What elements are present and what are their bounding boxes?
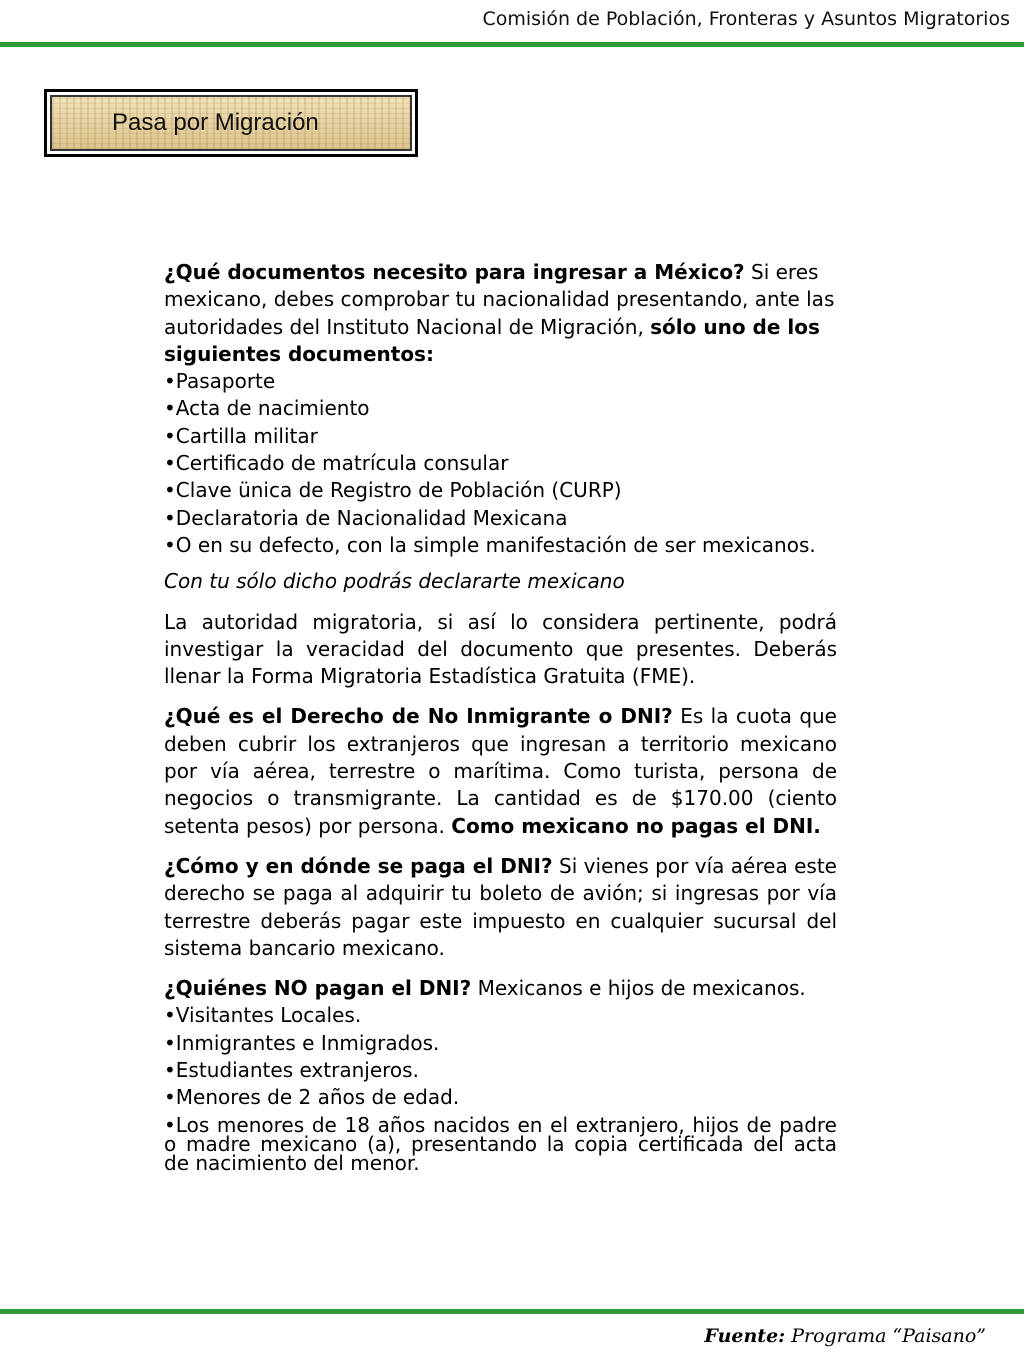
footer-divider: [0, 1309, 1024, 1314]
header-organization: Comisión de Población, Fronteras y Asuntos Migratorios: [482, 8, 1010, 30]
dni-emphasis: Como mexicano no pagas el DNI.: [451, 813, 821, 838]
list-item: •Declaratoria de Nacionalidad Mexicana: [164, 505, 568, 530]
italic-note: Con tu sólo dicho podrás declararte mexicano: [164, 569, 625, 594]
footer-label: Fuente:: [704, 1325, 786, 1347]
question-dni-payment: ¿Cómo y en dónde se paga el DNI?: [164, 853, 553, 878]
list-item: •Cartilla militar: [164, 423, 318, 448]
list-item: •Estudiantes extranjeros.: [164, 1058, 419, 1083]
dni-payment-text: Si vienes por vía aérea este derecho se paga al adquirir tu boleto de avión; si ingresas por vía terrestre deberás pagar este impuesto en cualquier sucursal del sistema bancario mexicano.: [164, 853, 837, 960]
section-dni-payment: [164, 853, 837, 962]
section-dni-definition: [164, 703, 837, 839]
list-item: •Menores de 2 años de edad.: [164, 1085, 460, 1110]
list-item: •Visitantes Locales.: [164, 1003, 362, 1028]
title-box: [44, 89, 418, 157]
question-documents: ¿Qué documentos necesito para ingresar a México?: [164, 260, 745, 284]
dni-exempt-text: Mexicanos e hijos de mexicanos.: [471, 976, 806, 1001]
section-dni-exempt: [164, 975, 837, 1002]
question-dni-exempt: ¿Quiénes NO pagan el DNI?: [164, 976, 472, 1001]
documents-intro-text: Si eres mexicano, debes comprobar tu nacionalidad presentando, ante las autoridades del Instituto Nacional de Migración,: [164, 260, 835, 339]
section-documents-intro: [164, 259, 837, 368]
footer-source: [704, 1325, 986, 1347]
header-divider: [0, 42, 1024, 47]
dni-definition-text: Es la cuota que deben cubrir los extranjeros que ingresan a territorio mexicano por vía aérea, terrestre o marítima. Como turista, persona de negocios o transmigrante. La cantidad es de $170.00 (ciento setenta pesos) por persona.: [164, 704, 837, 838]
list-item: •Los menores de 18 años nacidos en el extranjero, hijos de padre o madre mexicano (a), presentando la copia certificada del acta de nacimiento del menor.: [164, 1112, 837, 1175]
list-item: •Certificado de matrícula consular: [164, 451, 509, 476]
list-item: •Inmigrantes e Inmigrados.: [164, 1030, 440, 1055]
question-dni: ¿Qué es el Derecho de No Inmigrante o DNI?: [164, 704, 673, 729]
page-title: Pasa por Migración: [50, 95, 412, 151]
list-item: •Clave ünica de Registro de Población (CURP): [164, 478, 622, 503]
list-item: •O en su defecto, con la simple manifestación de ser mexicanos.: [164, 532, 816, 557]
authority-paragraph: La autoridad migratoria, si así lo considera pertinente, podrá investigar la veracidad del documento que presentes. Deberás llenar la Forma Migratoria Estadística Gratuita (FME).: [164, 609, 837, 689]
list-item: •Pasaporte: [164, 369, 276, 394]
footer-source-text: Programa “Paisano”: [785, 1325, 986, 1347]
list-item: •Acta de nacimiento: [164, 396, 370, 421]
documents-emphasis: sólo uno de los siguientes documentos:: [164, 314, 820, 366]
main-content: [164, 259, 837, 1173]
